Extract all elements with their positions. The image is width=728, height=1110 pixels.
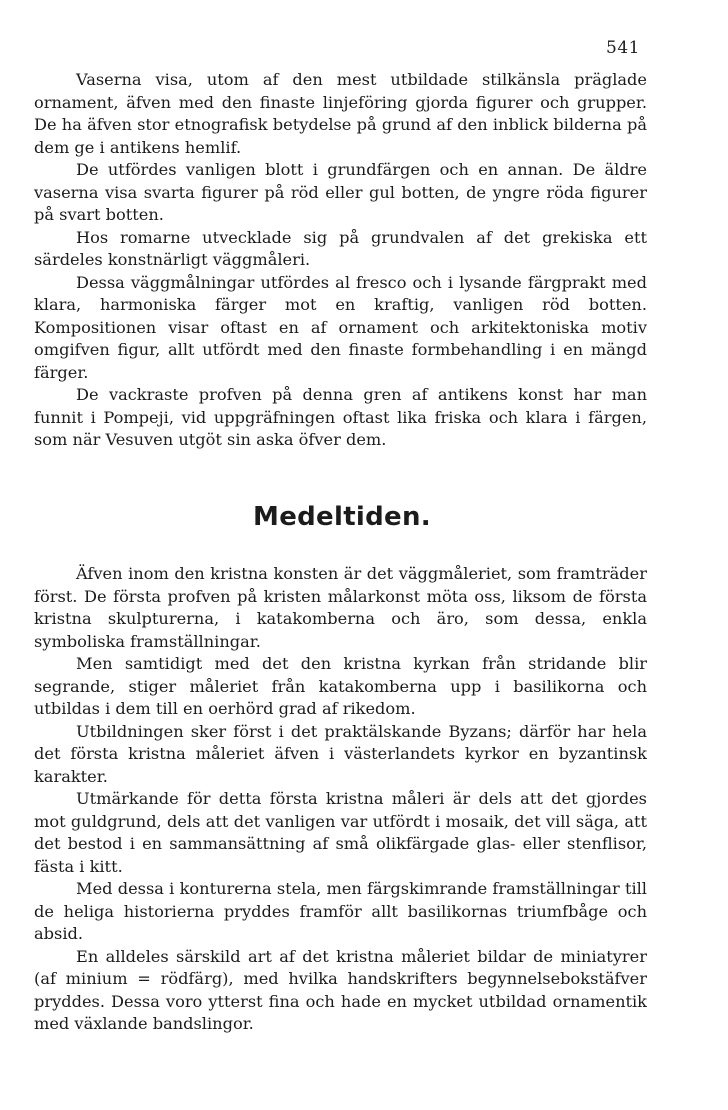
section-heading: Medeltiden. [253,502,431,532]
paragraph: Dessa väggmålningar utfördes al fresco och i lysande färgprakt med klara, harmoniska färger mot en kraftig, vanligen röd botten. Kompositionen visar oftast en af ornament och arkitektoniska motiv omgifven figur, allt utfördt med den finaste formbehandling i en mängd färger. [34,272,647,382]
paragraph: Vaserna visa, utom af den mest utbildade stilkänsla präglade ornament, äfven med den finaste linjeföring gjorda figurer och grupper. De ha äfven stor etnografisk betydelse på grund af den inblick bilderna på dem ge i antikens hemlif. [34,70,647,157]
page-number: 541 [606,38,640,58]
body-text-antiquity [34,69,647,452]
paragraph: Utmärkande för detta första kristna måleri är dels att det gjordes mot guldgrund, dels att det vanligen var utfördt i mosaik, det vill säga, att det bestod i en sammansättning af små olikfärgade glas- eller stenflisor, fästa i kitt. [34,789,647,876]
paragraph: Äfven inom den kristna konsten är det väggmåleriet, som framträder först. De första profven på kristen målarkonst möta oss, liksom de första kristna skulpturerna, i katakomberna och äro, som dessa, enkla symboliska framställningar. [34,564,647,651]
paragraph: De vackraste profven på denna gren af antikens konst har man funnit i Pompeji, vid uppgräfningen oftast lika friska och klara i färgen, som när Vesuven utgöt sin aska öfver dem. [34,385,647,449]
paragraph: Utbildningen sker först i det praktälskande Byzans; därför har hela det första kristna måleriet äfven i västerlandets kyrkor en byzantinsk karakter. [34,721,647,786]
paragraph: En alldeles särskild art af det kristna måleriet bildar de miniatyrer (af minium = rödfärg), med hvilka handskrifters begynnelsebokstäfver pryddes. Dessa voro ytterst fina och hade en mycket utbildad ornamentik med växlande bandslingor. [34,946,647,1033]
paragraph: De utfördes vanligen blott i grundfärgen och en annan. De äldre vaserna visa svarta figurer på röd eller gul botten, de yngre röda figurer på svart botten. [34,160,647,224]
paragraph: Men samtidigt med det den kristna kyrkan från stridande blir segrande, stiger måleriet från katakomberna upp i basilikorna och utbildas i dem till en oerhörd grad af rikedom. [34,654,647,718]
body-text-middle-ages [34,563,647,1036]
paragraph: Hos romarne utvecklade sig på grundvalen af det grekiska ett särdeles konstnärligt väggmåleri. [34,227,647,269]
paragraph: Med dessa i konturerna stela, men färgskimrande framställningar till de heliga historierna pryddes framför allt basilikornas triumfbåge och absid. [34,879,647,943]
